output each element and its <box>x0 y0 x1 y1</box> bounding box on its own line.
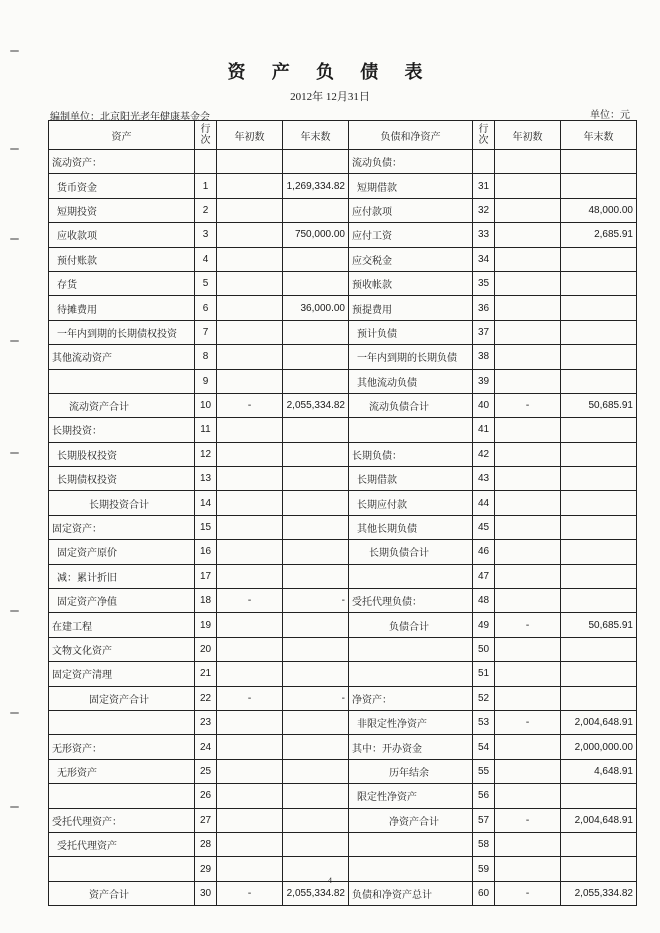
right-opening-cell <box>495 345 561 369</box>
table-row <box>49 491 637 515</box>
left-closing-cell <box>283 150 349 174</box>
binder-mark <box>10 806 19 808</box>
left-item-cell: 在建工程 <box>49 613 195 637</box>
left-opening-cell: - <box>217 881 283 905</box>
left-line-cell: 25 <box>195 759 217 783</box>
left-line-cell: 13 <box>195 467 217 491</box>
right-line-cell: 39 <box>473 369 495 393</box>
left-item-cell: 固定资产合计 <box>49 686 195 710</box>
left-closing-cell <box>283 320 349 344</box>
table-row <box>49 247 637 271</box>
left-closing-cell <box>283 735 349 759</box>
left-opening-cell <box>217 613 283 637</box>
left-line-cell: 23 <box>195 710 217 734</box>
header-line-no-right <box>473 121 495 150</box>
right-line-cell: 38 <box>473 345 495 369</box>
right-line-cell: 51 <box>473 662 495 686</box>
right-line-cell: 50 <box>473 637 495 661</box>
left-closing-cell <box>283 271 349 295</box>
header-line-top-right: 行 <box>478 124 489 135</box>
table-row <box>49 442 637 466</box>
right-opening-cell <box>495 784 561 808</box>
right-closing-cell: 50,685.91 <box>561 393 637 417</box>
left-opening-cell <box>217 832 283 856</box>
binder-mark <box>10 238 19 240</box>
left-closing-cell <box>283 467 349 491</box>
right-item-cell: 净资产合计 <box>349 808 473 832</box>
right-opening-cell <box>495 540 561 564</box>
left-line-cell: 21 <box>195 662 217 686</box>
left-item-cell: 应收款项 <box>49 223 195 247</box>
table-row <box>49 198 637 222</box>
right-line-cell: 46 <box>473 540 495 564</box>
right-line-cell: 47 <box>473 564 495 588</box>
right-opening-cell <box>495 686 561 710</box>
left-item-cell: 流动资产合计 <box>49 393 195 417</box>
table-row <box>49 369 637 393</box>
left-closing-cell <box>283 540 349 564</box>
left-opening-cell <box>217 759 283 783</box>
header-closing-right: 年末数 <box>561 121 637 150</box>
right-opening-cell <box>495 589 561 613</box>
table-header-row <box>49 121 637 150</box>
right-item-cell <box>349 564 473 588</box>
right-line-cell: 37 <box>473 320 495 344</box>
right-item-cell: 长期负债： <box>349 442 473 466</box>
right-opening-cell <box>495 296 561 320</box>
left-closing-cell: 750,000.00 <box>283 223 349 247</box>
left-opening-cell <box>217 345 283 369</box>
left-closing-cell: - <box>283 589 349 613</box>
right-item-cell: 限定性净资产 <box>349 784 473 808</box>
right-line-cell: 57 <box>473 808 495 832</box>
left-opening-cell: - <box>217 393 283 417</box>
right-item-cell <box>349 418 473 442</box>
left-item-cell: 一年内到期的长期债权投资 <box>49 320 195 344</box>
right-item-cell: 短期借款 <box>349 174 473 198</box>
header-closing: 年末数 <box>283 121 349 150</box>
left-closing-cell <box>283 808 349 832</box>
right-closing-cell: 4,648.91 <box>561 759 637 783</box>
left-closing-cell: - <box>283 686 349 710</box>
table-row <box>49 564 637 588</box>
left-line-cell: 14 <box>195 491 217 515</box>
left-item-cell: 文物文化资产 <box>49 637 195 661</box>
left-item-cell: 固定资产清理 <box>49 662 195 686</box>
right-item-cell: 应付款项 <box>349 198 473 222</box>
right-item-cell: 一年内到期的长期负债 <box>349 345 473 369</box>
left-opening-cell <box>217 223 283 247</box>
right-closing-cell <box>561 418 637 442</box>
header-line-top: 行 <box>200 124 211 135</box>
right-item-cell: 长期应付款 <box>349 491 473 515</box>
binder-mark <box>10 50 19 52</box>
left-closing-cell <box>283 247 349 271</box>
left-item-cell: 其他流动资产 <box>49 345 195 369</box>
binder-mark <box>10 712 19 714</box>
right-line-cell: 33 <box>473 223 495 247</box>
right-opening-cell <box>495 369 561 393</box>
left-item-cell: 固定资产净值 <box>49 589 195 613</box>
left-closing-cell <box>283 662 349 686</box>
right-item-cell: 长期借款 <box>349 467 473 491</box>
left-closing-cell <box>283 418 349 442</box>
right-opening-cell <box>495 491 561 515</box>
header-assets: 资产 <box>49 121 195 150</box>
right-opening-cell <box>495 662 561 686</box>
left-opening-cell: - <box>217 686 283 710</box>
right-opening-cell <box>495 418 561 442</box>
header-liabilities: 负债和净资产 <box>349 121 473 150</box>
left-opening-cell <box>217 515 283 539</box>
left-opening-cell <box>217 296 283 320</box>
right-opening-cell <box>495 247 561 271</box>
right-item-cell: 长期负债合计 <box>349 540 473 564</box>
right-closing-cell <box>561 271 637 295</box>
left-line-cell: 26 <box>195 784 217 808</box>
left-closing-cell: 36,000.00 <box>283 296 349 320</box>
table-row <box>49 150 637 174</box>
left-item-cell: 固定资产原价 <box>49 540 195 564</box>
left-opening-cell <box>217 784 283 808</box>
right-line-cell: 32 <box>473 198 495 222</box>
right-opening-cell <box>495 442 561 466</box>
right-line-cell: 52 <box>473 686 495 710</box>
left-opening-cell <box>217 491 283 515</box>
left-opening-cell <box>217 150 283 174</box>
right-item-cell: 其他流动负债 <box>349 369 473 393</box>
left-item-cell: 减：累计折旧 <box>49 564 195 588</box>
left-line-cell: 12 <box>195 442 217 466</box>
right-opening-cell <box>495 150 561 174</box>
left-opening-cell <box>217 198 283 222</box>
left-opening-cell: - <box>217 589 283 613</box>
left-opening-cell <box>217 662 283 686</box>
table-row <box>49 832 637 856</box>
right-opening-cell <box>495 271 561 295</box>
left-line-cell: 15 <box>195 515 217 539</box>
left-opening-cell <box>217 418 283 442</box>
table-row <box>49 710 637 734</box>
left-line-cell: 5 <box>195 271 217 295</box>
left-item-cell: 预付账款 <box>49 247 195 271</box>
left-opening-cell <box>217 271 283 295</box>
right-closing-cell <box>561 637 637 661</box>
left-item-cell: 受托代理资产 <box>49 832 195 856</box>
right-closing-cell: 2,685.91 <box>561 223 637 247</box>
left-item-cell: 长期股权投资 <box>49 442 195 466</box>
right-closing-cell <box>561 174 637 198</box>
left-line-cell: 10 <box>195 393 217 417</box>
header-line-bottom: 次 <box>200 135 211 146</box>
left-closing-cell <box>283 759 349 783</box>
right-item-cell: 预提费用 <box>349 296 473 320</box>
right-item-cell: 净资产： <box>349 686 473 710</box>
left-item-cell: 长期投资： <box>49 418 195 442</box>
right-line-cell: 44 <box>473 491 495 515</box>
right-opening-cell: - <box>495 881 561 905</box>
right-line-cell: 34 <box>473 247 495 271</box>
table-row <box>49 174 637 198</box>
left-line-cell: 22 <box>195 686 217 710</box>
right-opening-cell <box>495 198 561 222</box>
page-number: 4 <box>328 876 332 885</box>
table-row <box>49 686 637 710</box>
right-closing-cell <box>561 515 637 539</box>
right-closing-cell: 2,004,648.91 <box>561 710 637 734</box>
left-line-cell: 29 <box>195 857 217 881</box>
report-date: 2012年 12月31日 <box>290 91 370 103</box>
left-opening-cell <box>217 564 283 588</box>
left-line-cell <box>195 150 217 174</box>
right-line-cell: 45 <box>473 515 495 539</box>
left-closing-cell: 1,269,334.82 <box>283 174 349 198</box>
right-line-cell: 56 <box>473 784 495 808</box>
left-closing-cell <box>283 613 349 637</box>
left-item-cell: 固定资产： <box>49 515 195 539</box>
right-line-cell: 59 <box>473 857 495 881</box>
header-line-no <box>195 121 217 150</box>
right-item-cell: 负债合计 <box>349 613 473 637</box>
table-row <box>49 784 637 808</box>
currency-unit: 单位：元 <box>590 110 630 121</box>
left-closing-cell <box>283 515 349 539</box>
right-line-cell: 58 <box>473 832 495 856</box>
left-item-cell: 存货 <box>49 271 195 295</box>
left-closing-cell <box>283 198 349 222</box>
right-item-cell <box>349 832 473 856</box>
right-closing-cell <box>561 369 637 393</box>
left-line-cell: 19 <box>195 613 217 637</box>
right-closing-cell <box>561 540 637 564</box>
left-closing-cell <box>283 345 349 369</box>
right-opening-cell <box>495 564 561 588</box>
left-closing-cell <box>283 369 349 393</box>
right-closing-cell: 2,055,334.82 <box>561 881 637 905</box>
left-closing-cell <box>283 832 349 856</box>
header-opening: 年初数 <box>217 121 283 150</box>
right-closing-cell <box>561 832 637 856</box>
left-item-cell: 短期投资 <box>49 198 195 222</box>
left-line-cell: 11 <box>195 418 217 442</box>
right-line-cell: 55 <box>473 759 495 783</box>
left-line-cell: 28 <box>195 832 217 856</box>
page-title: 资 产 负 债 表 <box>227 62 433 83</box>
left-item-cell <box>49 710 195 734</box>
table-row <box>49 662 637 686</box>
right-line-cell: 54 <box>473 735 495 759</box>
balance-sheet-table <box>48 120 637 906</box>
right-opening-cell: - <box>495 393 561 417</box>
right-closing-cell <box>561 467 637 491</box>
table-row <box>49 540 637 564</box>
left-item-cell <box>49 784 195 808</box>
right-item-cell: 流动负债： <box>349 150 473 174</box>
table-row <box>49 637 637 661</box>
right-opening-cell: - <box>495 808 561 832</box>
table-row <box>49 418 637 442</box>
right-closing-cell: 2,000,000.00 <box>561 735 637 759</box>
left-item-cell: 无形资产： <box>49 735 195 759</box>
right-opening-cell <box>495 759 561 783</box>
left-closing-cell <box>283 442 349 466</box>
table-row <box>49 759 637 783</box>
right-opening-cell <box>495 467 561 491</box>
right-opening-cell <box>495 320 561 344</box>
left-line-cell: 27 <box>195 808 217 832</box>
right-line-cell: 43 <box>473 467 495 491</box>
right-line-cell: 42 <box>473 442 495 466</box>
table-row <box>49 320 637 344</box>
left-opening-cell <box>217 467 283 491</box>
right-closing-cell <box>561 296 637 320</box>
right-item-cell <box>349 637 473 661</box>
left-opening-cell <box>217 735 283 759</box>
right-opening-cell <box>495 174 561 198</box>
left-closing-cell <box>283 491 349 515</box>
left-line-cell: 2 <box>195 198 217 222</box>
left-closing-cell: 2,055,334.82 <box>283 881 349 905</box>
right-line-cell: 53 <box>473 710 495 734</box>
right-closing-cell <box>561 345 637 369</box>
right-closing-cell <box>561 564 637 588</box>
table-row <box>49 613 637 637</box>
left-line-cell: 20 <box>195 637 217 661</box>
left-opening-cell <box>217 710 283 734</box>
right-closing-cell <box>561 442 637 466</box>
right-closing-cell <box>561 589 637 613</box>
organization-name: 编制单位：北京阳光老年健康基金会 <box>50 112 210 123</box>
right-opening-cell <box>495 515 561 539</box>
binder-mark <box>10 452 19 454</box>
table-row <box>49 271 637 295</box>
left-line-cell: 18 <box>195 589 217 613</box>
right-line-cell: 48 <box>473 589 495 613</box>
left-opening-cell <box>217 369 283 393</box>
table-row <box>49 515 637 539</box>
left-opening-cell <box>217 808 283 832</box>
right-item-cell: 预收帐款 <box>349 271 473 295</box>
right-item-cell: 其中：开办资金 <box>349 735 473 759</box>
table-row <box>49 589 637 613</box>
right-item-cell: 应交税金 <box>349 247 473 271</box>
left-opening-cell <box>217 442 283 466</box>
right-item-cell: 非限定性净资产 <box>349 710 473 734</box>
right-item-cell: 受托代理负债： <box>349 589 473 613</box>
header-line-bottom-right: 次 <box>478 135 489 146</box>
left-item-cell <box>49 369 195 393</box>
table-row <box>49 467 637 491</box>
left-closing-cell <box>283 784 349 808</box>
right-opening-cell <box>495 637 561 661</box>
left-closing-cell: 2,055,334.82 <box>283 393 349 417</box>
left-item-cell: 长期投资合计 <box>49 491 195 515</box>
right-line-cell: 40 <box>473 393 495 417</box>
left-line-cell: 24 <box>195 735 217 759</box>
table-row <box>49 808 637 832</box>
left-item-cell: 无形资产 <box>49 759 195 783</box>
left-line-cell: 8 <box>195 345 217 369</box>
left-line-cell: 1 <box>195 174 217 198</box>
right-closing-cell <box>561 320 637 344</box>
left-closing-cell <box>283 564 349 588</box>
left-opening-cell <box>217 320 283 344</box>
right-closing-cell <box>561 150 637 174</box>
right-opening-cell <box>495 735 561 759</box>
header-opening-right: 年初数 <box>495 121 561 150</box>
right-closing-cell <box>561 247 637 271</box>
right-line-cell: 35 <box>473 271 495 295</box>
left-opening-cell <box>217 174 283 198</box>
left-item-cell: 受托代理资产： <box>49 808 195 832</box>
left-line-cell: 9 <box>195 369 217 393</box>
right-closing-cell <box>561 784 637 808</box>
table-row <box>49 223 637 247</box>
right-item-cell: 负债和净资产总计 <box>349 881 473 905</box>
left-opening-cell <box>217 540 283 564</box>
right-opening-cell <box>495 832 561 856</box>
right-line-cell: 36 <box>473 296 495 320</box>
left-line-cell: 16 <box>195 540 217 564</box>
table-row <box>49 393 637 417</box>
left-line-cell: 6 <box>195 296 217 320</box>
right-opening-cell: - <box>495 613 561 637</box>
left-line-cell: 30 <box>195 881 217 905</box>
left-line-cell: 3 <box>195 223 217 247</box>
left-item-cell: 长期债权投资 <box>49 467 195 491</box>
right-closing-cell: 50,685.91 <box>561 613 637 637</box>
binder-mark <box>10 340 19 342</box>
left-closing-cell <box>283 710 349 734</box>
binder-mark <box>10 148 19 150</box>
right-line-cell: 31 <box>473 174 495 198</box>
right-item-cell <box>349 662 473 686</box>
right-opening-cell <box>495 223 561 247</box>
right-item-cell: 其他长期负债 <box>349 515 473 539</box>
table-row <box>49 345 637 369</box>
table-row <box>49 735 637 759</box>
left-line-cell: 7 <box>195 320 217 344</box>
right-line-cell <box>473 150 495 174</box>
right-item-cell: 历年结余 <box>349 759 473 783</box>
right-closing-cell <box>561 491 637 515</box>
right-closing-cell: 48,000.00 <box>561 198 637 222</box>
right-closing-cell <box>561 662 637 686</box>
left-closing-cell <box>283 637 349 661</box>
binder-mark <box>10 610 19 612</box>
right-opening-cell: - <box>495 710 561 734</box>
left-item-cell: 资产合计 <box>49 881 195 905</box>
left-opening-cell <box>217 247 283 271</box>
right-line-cell: 41 <box>473 418 495 442</box>
left-opening-cell <box>217 637 283 661</box>
right-closing-cell: 2,004,648.91 <box>561 808 637 832</box>
right-item-cell: 流动负债合计 <box>349 393 473 417</box>
left-item-cell: 待摊费用 <box>49 296 195 320</box>
table-row <box>49 296 637 320</box>
right-item-cell: 应付工资 <box>349 223 473 247</box>
left-item-cell: 货币资金 <box>49 174 195 198</box>
right-item-cell: 预计负债 <box>349 320 473 344</box>
left-line-cell: 17 <box>195 564 217 588</box>
left-item-cell: 流动资产： <box>49 150 195 174</box>
left-line-cell: 4 <box>195 247 217 271</box>
right-line-cell: 49 <box>473 613 495 637</box>
right-line-cell: 60 <box>473 881 495 905</box>
right-closing-cell <box>561 686 637 710</box>
